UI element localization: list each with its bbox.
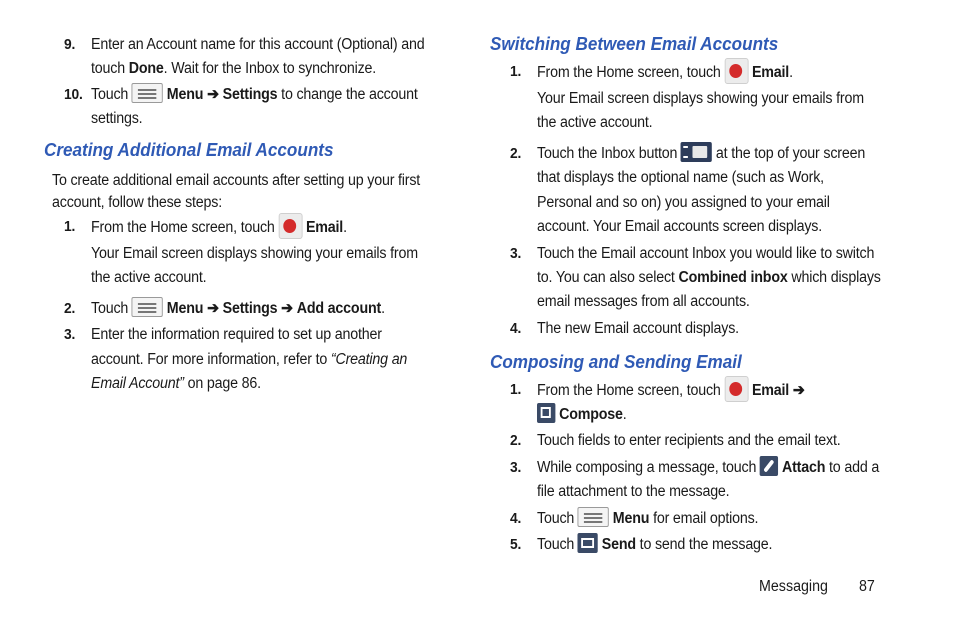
step-10-number: 10. <box>64 86 83 103</box>
switch-step-3-line-2: to. You can also select Combined inbox which displays <box>537 269 881 286</box>
compose-step-2-number: 2. <box>510 432 522 449</box>
intro-line-2: account, follow these steps: <box>52 194 223 211</box>
switch-step-4-line: The new Email account displays. <box>537 320 739 337</box>
switch-step-2-line-2: that displays the optional name (such as Work, <box>537 169 824 186</box>
switch-step-1-line: From the Home screen, touch Email. <box>537 60 793 86</box>
switch-step-2-line-4: account. Your Email accounts screen displays. <box>537 218 823 235</box>
attach-icon <box>760 456 778 476</box>
left-step-3-line-3: Email Account” on page 86. <box>91 375 261 392</box>
compose-step-1-line-2: Compose. <box>537 403 627 427</box>
left-step-1-number: 1. <box>64 218 76 235</box>
menu-icon <box>578 507 609 527</box>
footer-section-name: Messaging <box>759 578 828 595</box>
menu-icon <box>132 83 163 103</box>
switch-step-2-number: 2. <box>510 145 522 162</box>
switch-step-2-line-1: Touch the Inbox button at the top of your screen <box>537 142 865 166</box>
left-step-3-number: 3. <box>64 326 76 343</box>
step-9-number: 9. <box>64 36 76 53</box>
compose-step-2-line: Touch fields to enter recipients and the email text. <box>537 432 841 449</box>
left-step-2-number: 2. <box>64 300 76 317</box>
compose-icon <box>537 403 555 423</box>
compose-step-3-line-2: file attachment to the message. <box>537 483 730 500</box>
switch-step-3-line-1: Touch the Email account Inbox you would like to switch <box>537 245 875 262</box>
left-step-2-line: Touch Menu ➔ Settings ➔ Add account. <box>91 297 385 321</box>
switch-step-1-number: 1. <box>510 63 522 80</box>
section-heading-creating-accounts: Creating Additional Email Accounts <box>44 140 334 160</box>
menu-icon <box>132 297 163 317</box>
compose-step-3-line-1: While composing a message, touch Attach to add a <box>537 456 879 480</box>
email-app-icon <box>724 376 748 402</box>
switch-step-1-sub-line-2: the active account. <box>537 114 653 131</box>
section-heading-switching: Switching Between Email Accounts <box>490 34 779 54</box>
compose-step-4-number: 4. <box>510 510 522 527</box>
compose-step-5-number: 5. <box>510 536 522 553</box>
step-9-line-2: touch Done. Wait for the Inbox to synchronize. <box>91 60 377 77</box>
step-9-line-1: Enter an Account name for this account (Optional) and <box>91 36 425 53</box>
compose-step-4-line: Touch Menu for email options. <box>537 507 758 531</box>
switch-step-3-number: 3. <box>510 245 522 262</box>
left-step-1-sub-line-2: the active account. <box>91 269 207 286</box>
footer-page-number: 87 <box>859 578 875 595</box>
left-step-1-sub-line-1: Your Email screen displays showing your emails from <box>91 245 418 262</box>
email-app-icon <box>278 213 302 239</box>
send-icon <box>578 533 598 553</box>
inbox-button-icon <box>681 142 712 162</box>
switch-step-3-line-3: email messages from all accounts. <box>537 293 750 310</box>
step-10-line-2: settings. <box>91 110 143 127</box>
email-app-icon <box>724 58 748 84</box>
left-step-3-line-1: Enter the information required to set up another <box>91 326 382 343</box>
left-step-3-line-2: account. For more information, refer to “Creating an <box>91 351 408 368</box>
step-10-line-1: Touch Menu ➔ Settings to change the account <box>91 83 418 107</box>
compose-step-5-line: Touch Send to send the message. <box>537 533 772 557</box>
intro-line-1: To create additional email accounts after setting up your first <box>52 172 421 189</box>
switch-step-4-number: 4. <box>510 320 522 337</box>
compose-step-3-number: 3. <box>510 459 522 476</box>
left-step-1-line: From the Home screen, touch Email. <box>91 215 347 241</box>
switch-step-2-line-3: Personal and so on) you assigned to your email <box>537 194 830 211</box>
section-heading-composing: Composing and Sending Email <box>490 352 742 372</box>
compose-step-1-line-1: From the Home screen, touch Email ➔ <box>537 378 805 404</box>
compose-step-1-number: 1. <box>510 381 522 398</box>
switch-step-1-sub-line-1: Your Email screen displays showing your emails from <box>537 90 864 107</box>
